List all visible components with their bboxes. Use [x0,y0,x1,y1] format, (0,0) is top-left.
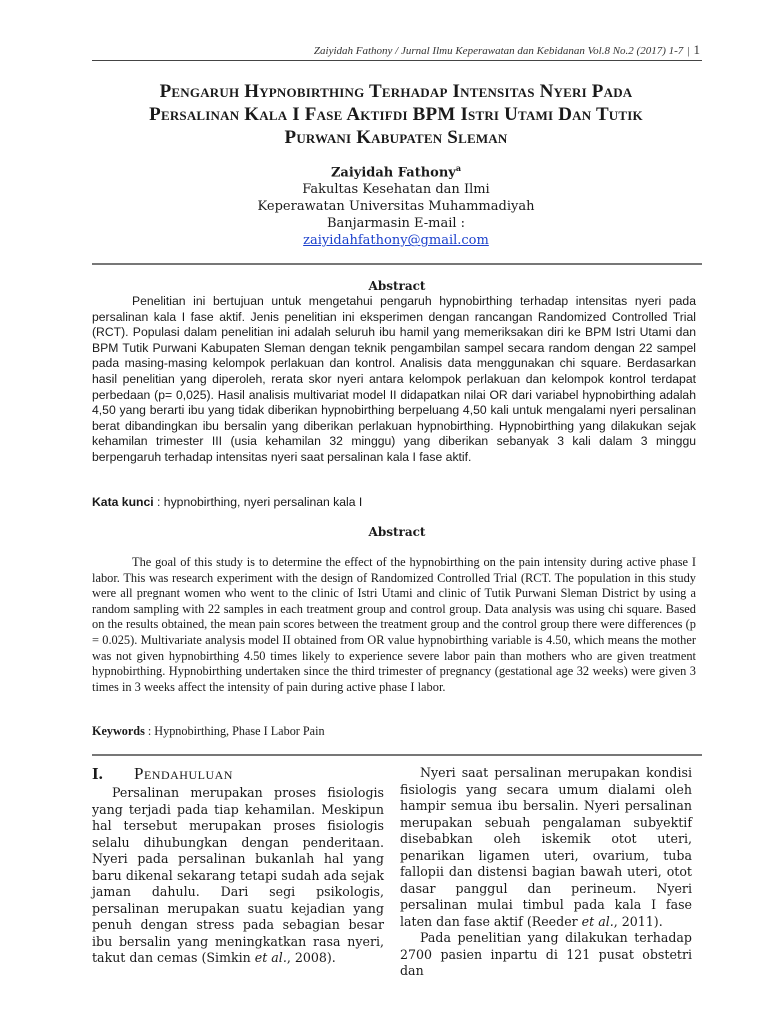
abstract-bottom-rule [92,754,702,756]
keywords-en-label: Keywords [92,724,145,738]
author-block [96,160,696,249]
keywords-id [92,495,696,509]
title-line-3: Purwani Kabupaten Sleman [284,127,508,148]
section-title: Pendahuluan [134,764,233,783]
right-citation-etal: et al. [581,913,614,929]
abstract-id-heading: Abstract [368,279,426,293]
right-column [400,765,692,980]
affiliation-line-1: Fakultas Kesehatan dan Ilmi [302,182,490,198]
running-head-separator: | [687,45,690,57]
paper-title [96,80,696,149]
author-name: Zaiyidah Fathony$^a$ [330,163,462,181]
keywords-en [92,724,696,739]
title-line-2: Persalinan Kala I Fase Aktifdi BPM Istri Utami Dan Tutik [149,104,643,125]
page-number: 1 [693,42,700,57]
left-paragraph: Persalinan merupakan proses fisiologis yang terjadi pada tiap kehamilan. Meskipun hal tersebut merupakan proses fisiologis selalu dihubungkan dengan penderitaan. Nyeri pada persalinan bukanlah hal yang baru dikenal sekarang tetapi sudah ada sejak jaman dahulu. Dari segi psikologis, persalinan merupakan suatu kejadian yang penuh dengan stress pada sebagian besar ibu bersalin yang meningkatkan rasa nyeri, takut dan cemas (Simkin et al., 2008). [92,785,384,965]
title-line-1: Pengaruh Hypnobirthing Terhadap Intensitas Nyeri Pada [159,81,633,102]
left-citation-etal: et al. [254,950,287,965]
section-number: I. [92,764,103,783]
right-paragraph-2: Pada penelitian yang dilakukan terhadap 2700 pasien inpartu di 121 pusat obstetri dan [400,930,692,978]
abstract-top-rule [92,263,702,265]
running-head [314,42,700,58]
left-column [92,785,384,967]
header-rule [92,60,702,61]
abstract-id-text: Penelitian ini bertujuan untuk mengetahui pengaruh hypnobirthing terhadap intensitas nyeri pada persalinan kala I fase aktif. Jenis penelitian ini eksperimen dengan rancangan Randomized Controlled Trial (RCT). Populasi dalam penelitian ini adalah seluruh ibu hamil yang memeriksakan diri ke BPM Istri Utami dan BPM Tutik Purwani Kabupaten Sleman dengan teknik pengambilan sampel secara random dengan 22 sampel pada masing-masing kelompok perlakuan dan kontrol. Analisis data menggunakan chi square. Berdasarkan hasil penelitian yang diperoleh, rerata skor nyeri antara kelompok perlakuan dan kelompok kontrol terdapat perbedaan (p= 0,025). Hasil analisis multivariat model II didapatkan nilai OR dari variabel hypnobirthing adalah 4,50 yang berarti ibu yang tidak diberikan hypnobirthing berpeluang 4,50 kali untuk mengalami nyeri persalinan berat dibandingkan ibu bersalin yang diberikan perlakuan hypnobirthing. Hypnobirthing yang dilakukan sejak kehamilan trimester III (usia kehamilan 32 minggu) yang diberikan sebanyak 3 kali dalam 3 minggu berpengaruh terhadap intensitas nyeri saat persalinan kala I fase aktif. [92,294,696,464]
affiliation-line-3: Banjarmasin E-mail : [326,216,466,232]
abstract-en-heading: Abstract [368,525,426,539]
running-head-text: Zaiyidah Fathony / Jurnal Ilmu Keperawatan dan Kebidanan Vol.8 No.2 (2017) 1-7 [313,45,684,57]
keywords-id-values: : hypnobirthing, nyeri persalinan kala I [153,495,363,509]
right-paragraph-1: Nyeri saat persalinan merupakan kondisi fisiologis yang secara umum dialami oleh hampir semua ibu bersalin. Nyeri persalinan merupakan sebuah pengalaman subyektif disebabkan oleh iskemik otot uteri, penarikan ligamen uteri, ovarium, tuba fallopii dan distensi bagian bawah uteri, otot dasar panggul dan perineum. Nyeri persalinan mulai timbul pada kala I fase laten dan fase aktif (Reeder et al., 2011). [400,765,692,929]
author-email-link[interactable]: zaiyidahfathony@gmail.com [303,233,489,249]
keywords-en-values: : Hypnobirthing, Phase I Labor Pain [144,724,325,738]
affiliation-line-2: Keperawatan Universitas Muhammadiyah [257,199,535,215]
abstract-en-text: The goal of this study is to determine the effect of the hypnobirthing on the pain intensity during active phase I labor. This was research experiment with the design of Randomized Controlled Trial (RCT. The population in this study were all pregnant women who went to the clinic of Istri Utami and clinic of Tutik Purwani Sleman District by using a random sampling with 22 samples in each treatment group and control group. Data analysis was using chi square. Based on the results obtained, the mean pain scores between the treatment group and the control group there were differences (p = 0.025). Multivariate analysis model II obtained from OR value hypnobirthing variable is 4.50, which means the mother was not given hypnobirthing 4.50 times likely to experience severe labor pain than mothers who are given treatment hypnobirthing. Hypnobirthing undertaken since the third trimester of pregnancy (gestational age 32 weeks) were given 3 times in 3 weeks affect the intensity of pain during active phase I labor. [92,555,696,694]
section-heading [92,764,233,784]
keywords-id-label: Kata kunci [92,495,154,509]
author-superscript: a [455,163,462,173]
